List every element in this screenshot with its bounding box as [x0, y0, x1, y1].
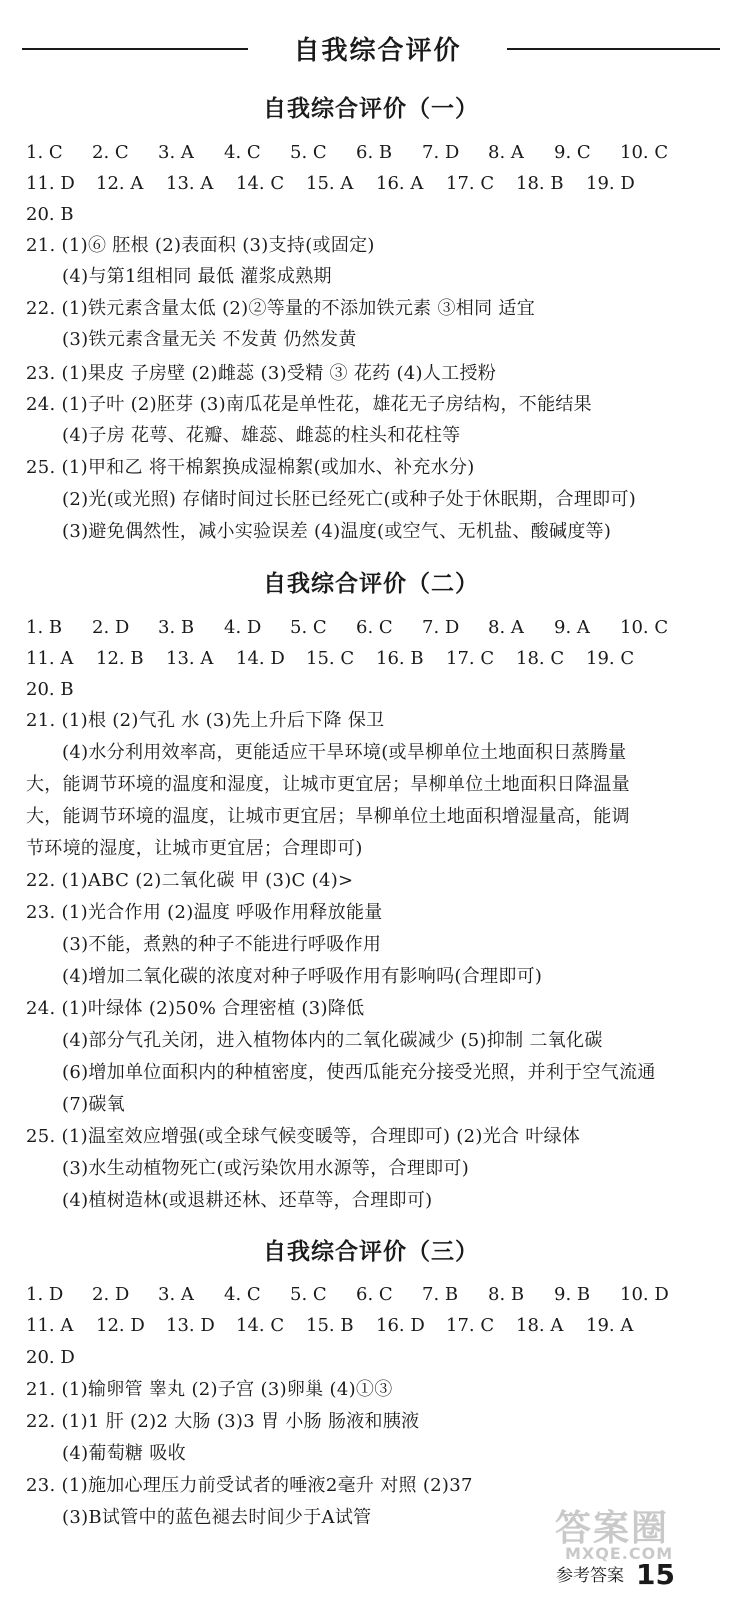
page-footer	[556, 1558, 675, 1591]
answer-line: 大，能调节环境的温度，让城市更宜居；旱柳单位土地面积增湿量高，能调	[26, 806, 630, 827]
mcq-answer: 12. A	[96, 173, 144, 194]
mcq-answer: 19. A	[586, 1315, 634, 1336]
mcq-answer: 3. A	[158, 142, 194, 163]
mcq-answer: 10. D	[620, 1284, 669, 1305]
answer-line: 22. (1)1 肝 (2)2 大肠 (3)3 胃 小肠 肠液和胰液	[26, 1411, 420, 1432]
answer-line: (3)避免偶然性，减小实验误差 (4)温度(或空气、无机盐、酸碱度等)	[62, 521, 612, 542]
mcq-answers-row	[26, 1283, 686, 1307]
mcq-answer: 18. C	[516, 648, 565, 669]
answer-line: 25. (1)温室效应增强(或全球气候变暖等，合理即可) (2)光合 叶绿体	[26, 1126, 581, 1147]
mcq-answers-row	[26, 678, 92, 702]
mcq-answer: 11. D	[26, 173, 75, 194]
answer-line: (4)增加二氧化碳的浓度对种子呼吸作用有影响吗(合理即可)	[62, 966, 543, 987]
mcq-answer: 7. D	[422, 142, 460, 163]
mcq-answer: 11. A	[26, 648, 74, 669]
answer-line: 21. (1)根 (2)气孔 水 (3)先上升后下降 保卫	[26, 710, 385, 731]
mcq-answer: 4. C	[224, 1284, 261, 1305]
answer-line: 22. (1)ABC (2)二氧化碳 甲 (3)C (4)>	[26, 870, 354, 891]
mcq-answer: 15. A	[306, 173, 354, 194]
watermark-text: 答案圈	[555, 1508, 670, 1549]
mcq-answer: 19. D	[586, 173, 635, 194]
answer-line: 25. (1)甲和乙 将干棉絮换成湿棉絮(或加水、补充水分)	[26, 457, 475, 478]
answer-line: 23. (1)果皮 子房壁 (2)雌蕊 (3)受精 ③ 花药 (4)人工授粉	[26, 363, 497, 384]
mcq-answers-row	[26, 203, 92, 227]
mcq-answer: 6. C	[356, 1284, 393, 1305]
mcq-answer: 4. C	[224, 142, 261, 163]
answer-line: (2)光(或光照) 存储时间过长胚已经死亡(或种子处于休眠期，合理即可)	[62, 489, 637, 510]
mcq-answer: 20. B	[26, 204, 74, 225]
mcq-answer: 1. D	[26, 1284, 64, 1305]
answer-line: (4)植树造林(或退耕还林、还草等，合理即可)	[62, 1190, 433, 1211]
mcq-answer: 3. A	[158, 1284, 194, 1305]
answer-line: (4)部分气孔关闭，进入植物体内的二氧化碳减少 (5)抑制 二氧化碳	[62, 1030, 603, 1051]
mcq-answer: 13. A	[166, 648, 214, 669]
mcq-answer: 7. B	[422, 1284, 459, 1305]
answer-line: 21. (1)输卵管 睾丸 (2)子宫 (3)卵巢 (4)①③	[26, 1379, 393, 1400]
mcq-answer: 13. D	[166, 1315, 215, 1336]
mcq-answer: 10. C	[620, 142, 669, 163]
page-header	[0, 30, 742, 70]
mcq-answer: 15. C	[306, 648, 355, 669]
answer-line: (4)子房 花萼、花瓣、雄蕊、雌蕊的柱头和花柱等	[62, 425, 461, 446]
mcq-answer: 20. D	[26, 1347, 75, 1368]
answer-line: 节环境的湿度，让城市更宜居；合理即可)	[26, 838, 363, 859]
mcq-answer: 4. D	[224, 617, 262, 638]
answer-line: (3)B试管中的蓝色褪去时间少于A试管	[62, 1507, 372, 1528]
mcq-answer: 12. B	[96, 648, 144, 669]
answer-line: 24. (1)叶绿体 (2)50% 合理密植 (3)降低	[26, 998, 365, 1019]
answer-line: (4)葡萄糖 吸收	[62, 1443, 186, 1464]
mcq-answer: 7. D	[422, 617, 460, 638]
mcq-answer: 20. B	[26, 679, 74, 700]
mcq-answer: 16. D	[376, 1315, 425, 1336]
mcq-answer: 1. B	[26, 617, 63, 638]
answer-line: 24. (1)子叶 (2)胚芽 (3)南瓜花是单性花，雄花无子房结构，不能结果	[26, 394, 592, 415]
mcq-answer: 5. C	[290, 142, 327, 163]
mcq-answers-row	[26, 172, 656, 196]
mcq-answer: 18. A	[516, 1315, 564, 1336]
mcq-answer: 12. D	[96, 1315, 145, 1336]
mcq-answers-row	[26, 616, 686, 640]
mcq-answer: 6. C	[356, 617, 393, 638]
mcq-answer: 2. D	[92, 1284, 130, 1305]
mcq-answers-row	[26, 1314, 656, 1338]
mcq-answer: 8. B	[488, 1284, 525, 1305]
mcq-answer: 18. B	[516, 173, 564, 194]
answer-line: (4)与第1组相同 最低 灌浆成熟期	[62, 266, 332, 287]
section-title: 自我综合评价（三）	[263, 1239, 479, 1265]
answer-line: (6)增加单位面积内的种植密度，使西瓜能充分接受光照，并利于空气流通	[62, 1062, 656, 1083]
mcq-answer: 14. D	[236, 648, 285, 669]
mcq-answer: 2. C	[92, 142, 129, 163]
answer-line: (7)碳氧	[62, 1094, 125, 1115]
mcq-answers-row	[26, 1346, 92, 1370]
mcq-answer: 9. B	[554, 1284, 591, 1305]
mcq-answers-row	[26, 647, 656, 671]
watermark-url: MXQE.COM	[565, 1544, 674, 1563]
mcq-answer: 17. C	[446, 173, 495, 194]
mcq-answer: 9. A	[554, 617, 590, 638]
mcq-answer: 9. C	[554, 142, 591, 163]
mcq-answer: 15. B	[306, 1315, 354, 1336]
answer-line: (3)不能，煮熟的种子不能进行呼吸作用	[62, 934, 382, 955]
mcq-answer: 3. B	[158, 617, 195, 638]
mcq-answer: 8. A	[488, 142, 524, 163]
answer-line: 21. (1)⑥ 胚根 (2)表面积 (3)支持(或固定)	[26, 235, 375, 256]
answer-line: 22. (1)铁元素含量太低 (2)②等量的不添加铁元素 ③相同 适宜	[26, 298, 536, 319]
mcq-answer: 17. C	[446, 648, 495, 669]
header-rule-left	[22, 48, 248, 50]
watermark-logo	[555, 1500, 715, 1563]
section-title: 自我综合评价（二）	[263, 571, 479, 597]
mcq-answer: 2. D	[92, 617, 130, 638]
mcq-answer: 5. C	[290, 617, 327, 638]
mcq-answer: 14. C	[236, 173, 285, 194]
mcq-answer: 11. A	[26, 1315, 74, 1336]
page-number: 15	[636, 1558, 675, 1591]
page-header-title: 自我综合评价	[293, 36, 462, 66]
answer-line: (3)铁元素含量无关 不发黄 仍然发黄	[62, 329, 357, 350]
mcq-answer: 5. C	[290, 1284, 327, 1305]
header-rule-right	[507, 48, 720, 50]
mcq-answer: 16. B	[376, 648, 424, 669]
mcq-answer: 19. C	[586, 648, 635, 669]
mcq-answer: 16. A	[376, 173, 424, 194]
section-title: 自我综合评价（一）	[263, 96, 479, 122]
mcq-answer: 10. C	[620, 617, 669, 638]
mcq-answer: 17. C	[446, 1315, 495, 1336]
mcq-answer: 14. C	[236, 1315, 285, 1336]
mcq-answer: 8. A	[488, 617, 524, 638]
answer-line: 23. (1)光合作用 (2)温度 呼吸作用释放能量	[26, 902, 383, 923]
answer-line: (4)水分利用效率高，更能适应干旱环境(或旱柳单位土地面积日蒸腾量	[62, 742, 627, 763]
answer-line: 23. (1)施加心理压力前受试者的唾液2毫升 对照 (2)37	[26, 1475, 473, 1496]
footer-label: 参考答案	[556, 1566, 624, 1586]
mcq-answer: 13. A	[166, 173, 214, 194]
answer-line: (3)水生动植物死亡(或污染饮用水源等，合理即可)	[62, 1158, 470, 1179]
mcq-answer: 1. C	[26, 142, 63, 163]
mcq-answers-row	[26, 141, 686, 165]
answer-line: 大，能调节环境的温度和湿度，让城市更宜居；旱柳单位土地面积日降温量	[26, 774, 630, 795]
mcq-answer: 6. B	[356, 142, 393, 163]
